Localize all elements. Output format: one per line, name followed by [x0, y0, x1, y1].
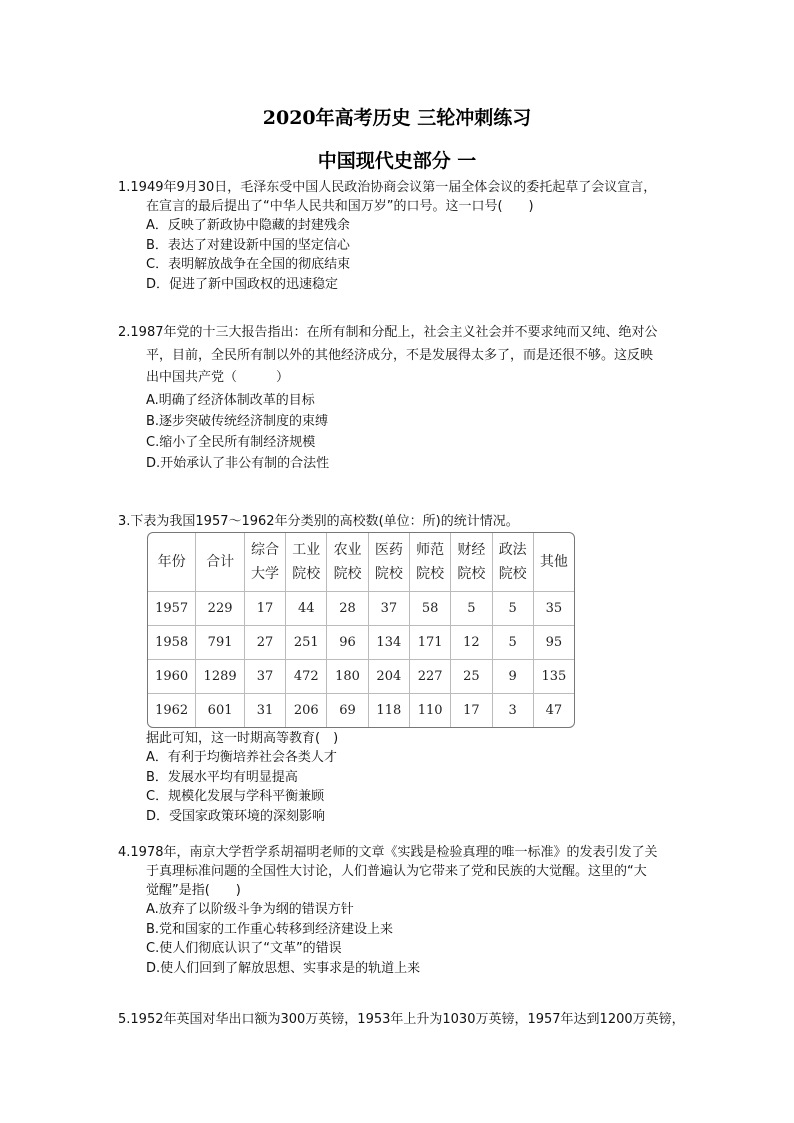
option-b: B．发展水平均有明显提高 [146, 769, 298, 785]
question-2-stem: 2.1987年党的十三大报告指出：在所有制和分配上，社会主义社会并不要求纯而又纯、绝对公 平，目前，全民所有制以外的其他经济成分，不是发展得太多了，而是还很不够。这反映 出中国共产党（ ） [118, 325, 658, 385]
question-3-followup: 据此可知，这一时期高等教育( ) [146, 731, 339, 746]
table-cell: 44 [286, 591, 327, 625]
table-cell: 5 [492, 625, 533, 659]
option-c: C．表明解放战争在全国的彻底结束 [146, 257, 351, 272]
table-cell: 37 [368, 591, 409, 625]
option-a: A.明确了经济体制改革的目标 [146, 392, 315, 408]
header-total: 合计 [196, 533, 245, 591]
header-normal: 师范 院校 [409, 533, 450, 591]
table-cell: 5 [451, 591, 492, 625]
table-cell: 206 [286, 694, 327, 727]
table-cell: 3 [492, 694, 533, 727]
table-cell: 1957 [148, 591, 196, 625]
header-agriculture: 农业 院校 [327, 533, 368, 591]
option-c: C.使人们彻底认识了“文革”的错误 [146, 941, 342, 956]
option-b: B．表达了对建设新中国的坚定信心 [146, 237, 350, 253]
question-1-stem: 1.1949年9月30日，毛泽东受中国人民政治协商会议第一届全体会议的委托起草了会议宣言， 在宣言的最后提出了“中华人民共和国万岁”的口号。这一口号( ) [118, 180, 657, 214]
table-row [148, 625, 574, 659]
header-industry: 工业 院校 [286, 533, 327, 591]
option-a: A．反映了新政协中隐藏的封建残余 [146, 218, 350, 233]
table-cell: 135 [533, 660, 574, 694]
question-5 [118, 1010, 700, 1029]
college-count-table [148, 533, 574, 727]
table-cell: 37 [244, 660, 285, 694]
question-4-options [118, 900, 700, 978]
question-3-options [118, 748, 700, 826]
table-cell: 472 [286, 660, 327, 694]
table-cell: 95 [533, 625, 574, 659]
header-comprehensive: 综合 大学 [244, 533, 285, 591]
table-cell: 12 [451, 625, 492, 659]
table-cell: 9 [492, 660, 533, 694]
table-cell: 171 [409, 625, 450, 659]
question-3-stem: 3.下表为我国1957～1962年分类别的高校数(单位：所)的统计情况。 [118, 514, 519, 529]
option-c: C.缩小了全民所有制经济规模 [146, 434, 316, 450]
table-cell: 69 [327, 694, 368, 727]
table-cell: 58 [409, 591, 450, 625]
option-b: B.党和国家的工作重心转移到经济建设上来 [146, 921, 394, 937]
table-cell: 5 [492, 591, 533, 625]
table-cell: 251 [286, 625, 327, 659]
question-4-stem: 4.1978年，南京大学哲学系胡福明老师的文章《实践是检验真理的唯一标准》的发表引发了关 于真理标准问题的全国性大讨论，人们普遍认为它带来了党和民族的大觉醒。这里的“大 觉醒”是指( ) [118, 845, 658, 898]
table-cell: 31 [244, 694, 285, 727]
table-cell: 229 [196, 591, 245, 625]
page-title: 2020年高考历史 三轮冲刺练习 [262, 107, 532, 129]
statistics-table [147, 532, 575, 728]
header-medicine: 医药 院校 [368, 533, 409, 591]
header-other: 其他 [533, 533, 574, 591]
table-cell: 791 [196, 625, 245, 659]
question-5-stem: 5.1952年英国对华出口额为300万英镑，1953年上升为1030万英镑，1957年达到1200万英镑， [118, 1012, 685, 1027]
option-a: A.放弃了以阶级斗争为纲的错误方针 [146, 902, 354, 917]
option-d: D．受国家政策环境的深刻影响 [146, 808, 326, 824]
option-a: A．有利于均衡培养社会各类人才 [146, 750, 337, 765]
table-cell: 35 [533, 591, 574, 625]
table-cell: 17 [244, 591, 285, 625]
header-law: 政法 院校 [492, 533, 533, 591]
table-cell: 118 [368, 694, 409, 727]
table-cell: 1962 [148, 694, 196, 727]
question-2-options [118, 390, 700, 474]
table-cell: 601 [196, 694, 245, 727]
question-1-options [118, 216, 700, 294]
question-4 [118, 843, 700, 978]
table-row [148, 660, 574, 694]
header-finance: 财经 院校 [451, 533, 492, 591]
table-cell: 28 [327, 591, 368, 625]
option-b: B.逐步突破传统经济制度的束缚 [146, 413, 329, 429]
question-1 [118, 178, 700, 294]
option-c: C．规模化发展与学科平衡兼顾 [146, 789, 325, 804]
option-d: D.开始承认了非公有制的合法性 [146, 455, 330, 471]
table-cell: 227 [409, 660, 450, 694]
table-cell: 27 [244, 625, 285, 659]
header-year: 年份 [148, 533, 196, 591]
table-cell: 1289 [196, 660, 245, 694]
page-subtitle: 中国现代史部分 一 [317, 150, 477, 172]
table-cell: 204 [368, 660, 409, 694]
table-cell: 96 [327, 625, 368, 659]
option-d: D.使人们回到了解放思想、实事求是的轨道上来 [146, 960, 421, 976]
question-2 [118, 322, 700, 474]
table-cell: 1958 [148, 625, 196, 659]
table-row [148, 591, 574, 625]
table-cell: 180 [327, 660, 368, 694]
table-cell: 25 [451, 660, 492, 694]
option-d: D．促进了新中国政权的迅速稳定 [146, 276, 339, 292]
table-cell: 134 [368, 625, 409, 659]
table-cell: 47 [533, 694, 574, 727]
table-row [148, 694, 574, 727]
table-cell: 110 [409, 694, 450, 727]
table-header-row [148, 533, 574, 591]
table-cell: 1960 [148, 660, 196, 694]
table-cell: 17 [451, 694, 492, 727]
